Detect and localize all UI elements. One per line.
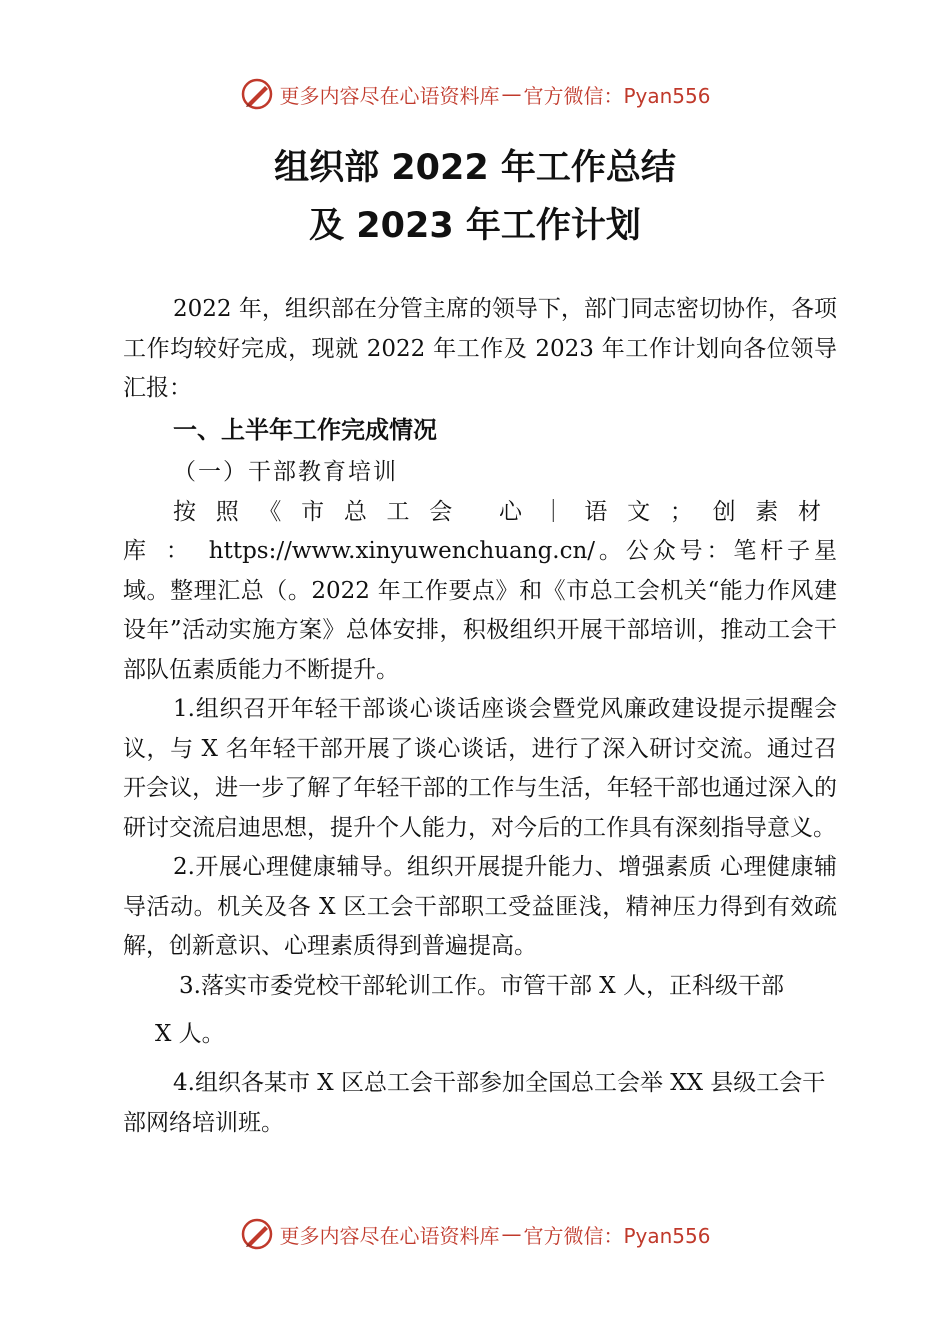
item1-paragraph: 1.组织召开年轻干部谈心谈话座谈会暨党风廉政建设提示提醒会议，与 X 名年轻干部开展了谈心谈话，进行了深入研讨交流。通过召开会议，进一步了解了年轻干部的工作与生活，年轻干部也通过深入的研讨交流启迪思想，提升个人能力，对今后的工作具有深刻指导意义。: [123, 696, 837, 841]
watermark-separator: —: [501, 1222, 522, 1246]
item3-line1: 3.落实市委党校干部轮训工作。市管干部 X 人，正科级干部: [179, 972, 784, 999]
pen-circle-logo-icon: [239, 76, 275, 112]
sub1-heading: （一）干部教育培训: [173, 458, 398, 485]
watermark-wechat: 官方微信：Pyan556: [523, 83, 711, 108]
para1-spaced-text: 按照《市总工会 心｜语文；创素材库：: [123, 498, 837, 564]
watermark-text: 更多内容尽在心语资料库: [279, 83, 500, 108]
watermark-footer: [0, 1216, 950, 1252]
item3-line2: X 人。: [155, 1021, 225, 1047]
section1-heading: 一、上半年工作完成情况: [173, 415, 437, 444]
item2-paragraph: 2.开展心理健康辅导。组织开展提升能力、增强素质 心理健康辅导活动。机关及各 X 区工会干部职工受益匪浅，精神压力得到有效疏解，创新意识、心理素质得到普遍提高。: [123, 854, 837, 959]
document-body: [123, 290, 837, 1143]
document-title-line2: 及 2023 年工作计划: [309, 206, 641, 246]
watermark-wechat: 官方微信：Pyan556: [523, 1223, 711, 1248]
watermark-header: [0, 76, 950, 112]
document-title-line1: 组织部 2022 年工作总结: [274, 148, 676, 188]
item4-paragraph: 4.组织各某市 X 区总工会干部参加全国总工会举 XX 县级工会干部网络培训班。: [123, 1070, 826, 1136]
para1: [123, 493, 837, 691]
pen-circle-logo-icon: [239, 1216, 275, 1252]
watermark-separator: —: [501, 82, 522, 106]
intro-paragraph: 2022 年，组织部在分管主席的领导下，部门同志密切协作，各项工作均较好完成，现就 2022 年工作及 2023 年工作计划向各位领导汇报：: [123, 296, 837, 401]
para1-rest-text: https://www.xinyuwenchuang.cn/。公众号：笔杆子星域。整理汇总（。2022 年工作要点》和《市总工会机关“能力作风建设年”活动实施方案》总体安排，积极组织开展干部培训，推动工会干部队伍素质能力不断提升。: [123, 538, 837, 683]
watermark-text: 更多内容尽在心语资料库: [279, 1223, 500, 1248]
